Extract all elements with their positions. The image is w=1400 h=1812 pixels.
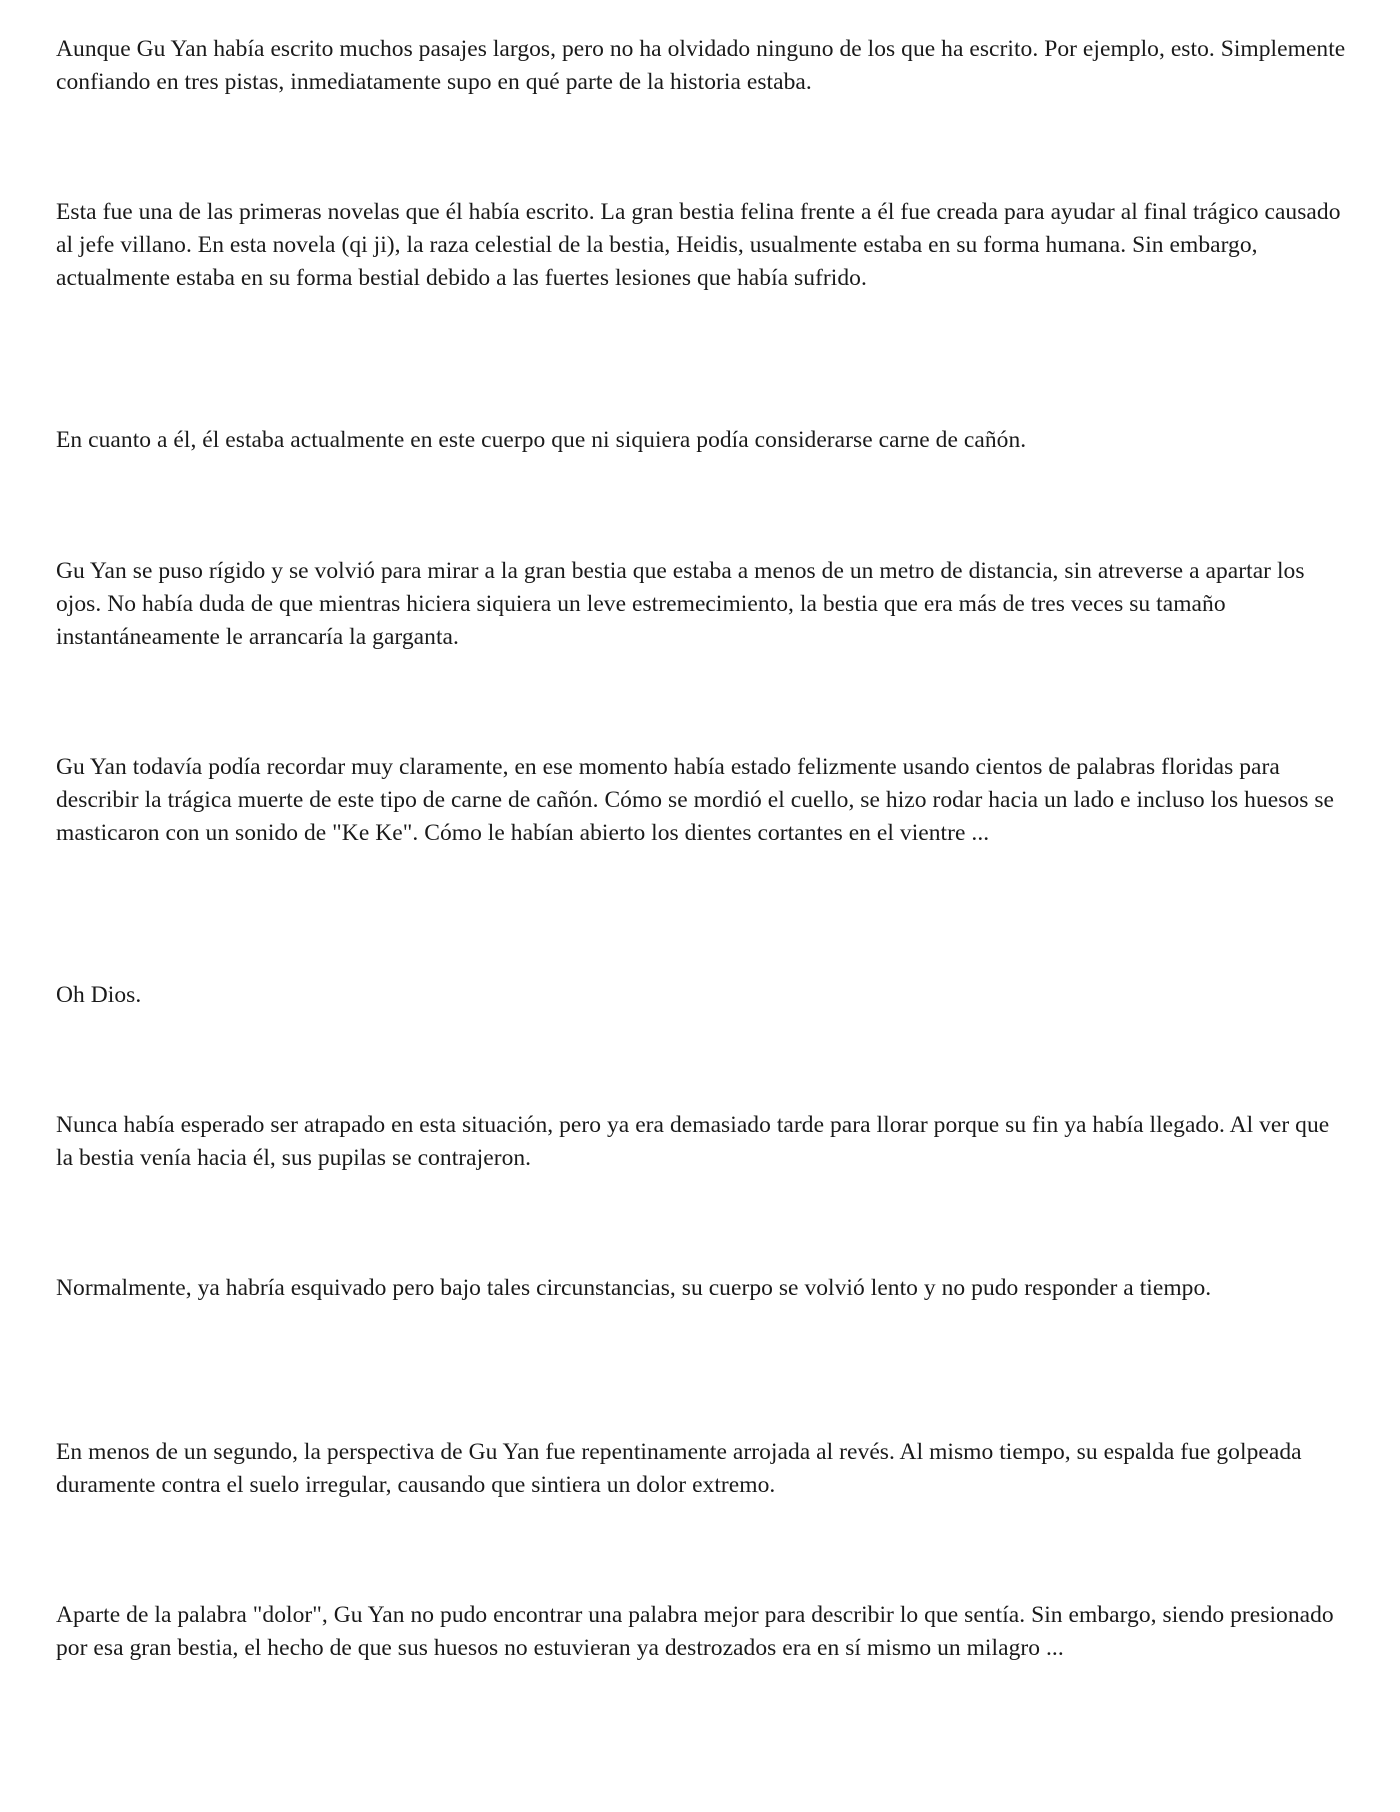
- paragraph: Esta fue una de las primeras novelas que él había escrito. La gran bestia felina frente a él fue creada para ayudar al final trágico causado al jefe villano. En esta novela (qi ji), la raza celestial de la bestia, Heidis, usualmente estaba en su forma humana. Sin embargo, actualmente estaba en su forma bestial debido a las fuertes lesiones que había sufrido.: [56, 199, 1341, 291]
- paragraph: Aunque Gu Yan había escrito muchos pasajes largos, pero no ha olvidado ninguno de los que ha escrito. Por ejemplo, esto. Simplemente confiando en tres pistas, inmediatamente supo en qué parte de la historia estaba.: [56, 36, 1346, 95]
- paragraph: Normalmente, ya habría esquivado pero bajo tales circunstancias, su cuerpo se volvió lento y no pudo responder a tiempo.: [56, 1275, 1212, 1301]
- paragraph: Nunca había esperado ser atrapado en esta situación, pero ya era demasiado tarde para llorar porque su fin ya había llegado. Al ver que la bestia venía hacia él, sus pupilas se contrajeron.: [56, 1112, 1330, 1171]
- paragraph: En cuanto a él, él estaba actualmente en este cuerpo que ni siquiera podía considerarse carne de cañón.: [56, 427, 1027, 453]
- paragraph: Oh Dios.: [56, 982, 142, 1008]
- paragraph: Gu Yan todavía podía recordar muy claramente, en ese momento había estado felizmente usando cientos de palabras floridas para describir la trágica muerte de este tipo de carne de cañón. Cómo se mordió el cuello, se hizo rodar hacia un lado e incluso los huesos se masticaron con un sonido de "Ke Ke". Cómo le habían abierto los dientes cortantes en el vientre ...: [56, 754, 1335, 846]
- paragraph: Gu Yan se puso rígido y se volvió para mirar a la gran bestia que estaba a menos de un metro de distancia, sin atreverse a apartar los ojos. No había duda de que mientras hiciera siquiera un leve estremecimiento, la bestia que era más de tres veces su tamaño instantáneamente le arrancaría la garganta.: [56, 558, 1305, 650]
- paragraph: Aparte de la palabra "dolor", Gu Yan no pudo encontrar una palabra mejor para describir lo que sentía. Sin embargo, siendo presionado por esa gran bestia, el hecho de que sus huesos no estuvieran ya destrozados era en sí mismo un milagro ...: [56, 1602, 1334, 1661]
- paragraph: En menos de un segundo, la perspectiva de Gu Yan fue repentinamente arrojada al revés. Al mismo tiempo, su espalda fue golpeada duramente contra el suelo irregular, causando que sintiera un dolor extremo.: [56, 1439, 1302, 1498]
